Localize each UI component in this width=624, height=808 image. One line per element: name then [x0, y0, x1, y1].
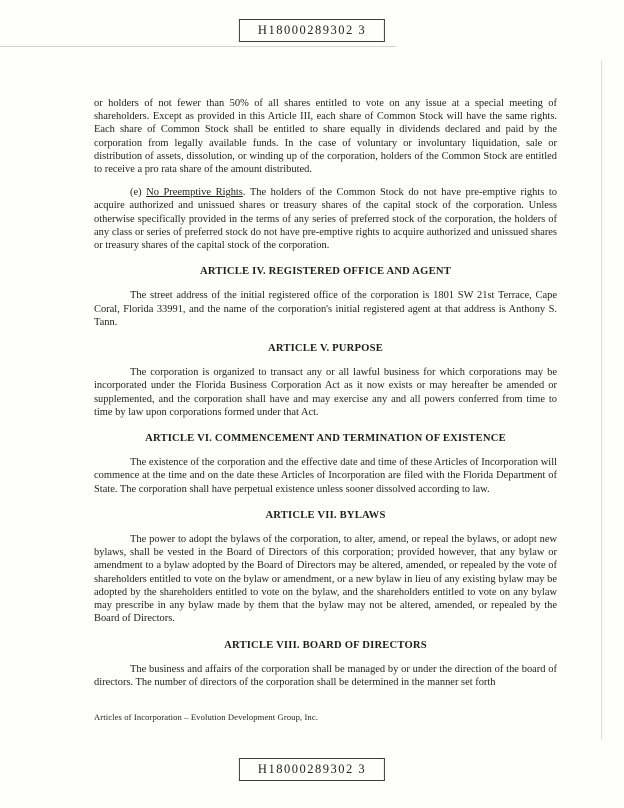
clause-text: . The holders of the Common Stock do not have pre-emptive rights to acquire authorized and unissued shares or treasury shares of the capital stock of the corporation. Unless otherwise specifically provided in the terms of any series of preferred stock of the corporation, the holders of any class or series of preferred stock do not have pre-emptive rights to acquire authorized and unissued shares or treasury shares of the capital stock of the corporation.: [94, 187, 557, 252]
paragraph-article-5: The corporation is organized to transact any or all lawful business for which corporations may be incorporated under the Florida Business Corporation Act as it now exists or may hereafter be amended or supplemented, and the corporation shall have and may exercise any and all powers conferred from time to time by law upon corporations formed under that Act.: [94, 367, 557, 418]
filing-number-stamp-top: H18000289302 3: [239, 19, 385, 42]
heading-article-4-registered-office: ARTICLE IV. REGISTERED OFFICE AND AGENT: [200, 266, 451, 278]
paragraph-shareholders-continuation: or holders of not fewer than 50% of all shares entitled to vote on any issue at a special meeting of shareholders. Except as provided in this Article III, each share of Common Stock will have the same rights. Each share of Common Stock shall be entitled to share equally in dividends declared and paid by the corporation from legally available funds. In the case of voluntary or involuntary liquidation, sale or distribution of assets, dissolution, or winding up of the corporation, holders of the Common Stock are entitled to receive a pro rata share of the amount distributed.: [94, 98, 557, 176]
heading-article-7-bylaws: ARTICLE VII. BYLAWS: [265, 509, 386, 521]
paragraph-article-7: The power to adopt the bylaws of the corporation, to alter, amend, or repeal the bylaws, or adopt new bylaws, shall be vested in the Board of Directors of this corporation; provided however, that any bylaw or amendment to a bylaw adopted by the Board of Directors may be altered, amended, or repealed by the vote of shareholders entitled to vote on the bylaw or amendment, or a new bylaw in lieu of any existing bylaw may be adopted by the shareholders entitled to vote on the bylaw, and the shareholders entitled to vote on any bylaw may prescribe in any bylaw made by them that the bylaw may not be altered, amended, or repealed by the Board of Directors.: [94, 534, 557, 625]
scan-artifact-line: [0, 46, 396, 47]
document-body: [94, 97, 557, 699]
paragraph-article-6: The existence of the corporation and the effective date and time of these Articles of Incorporation will commence at the time and on the date these Articles of Incorporation are filed with the Florida Department of State. The corporation shall have perpetual existence unless sooner dissolved according to law.: [94, 457, 557, 495]
clause-title-underlined: No Preemptive Rights: [146, 187, 243, 199]
scan-artifact-line: [601, 60, 602, 740]
paragraph-article-8: The business and affairs of the corporation shall be managed by or under the direction of the board of directors. The number of directors of the corporation shall be determined in the manner set forth: [94, 663, 557, 688]
heading-article-5-purpose: ARTICLE V. PURPOSE: [268, 343, 383, 355]
page-footer-document-title: Articles of Incorporation – Evolution Development Group, Inc.: [94, 712, 318, 722]
paragraph-no-preemptive-rights: [94, 186, 557, 252]
paragraph-article-4: The street address of the initial registered office of the corporation is 1801 SW 21st Terrace, Cape Coral, Florida 33991, and the name of the corporation's initial registered agent at that address is Anthony S. Tann.: [94, 290, 557, 328]
filing-number-stamp-bottom: H18000289302 3: [239, 758, 385, 781]
heading-article-8-board-of-directors: ARTICLE VIII. BOARD OF DIRECTORS: [224, 639, 427, 651]
heading-article-6-existence: ARTICLE VI. COMMENCEMENT AND TERMINATION OF EXISTENCE: [145, 433, 506, 445]
clause-letter: (e): [130, 187, 147, 199]
